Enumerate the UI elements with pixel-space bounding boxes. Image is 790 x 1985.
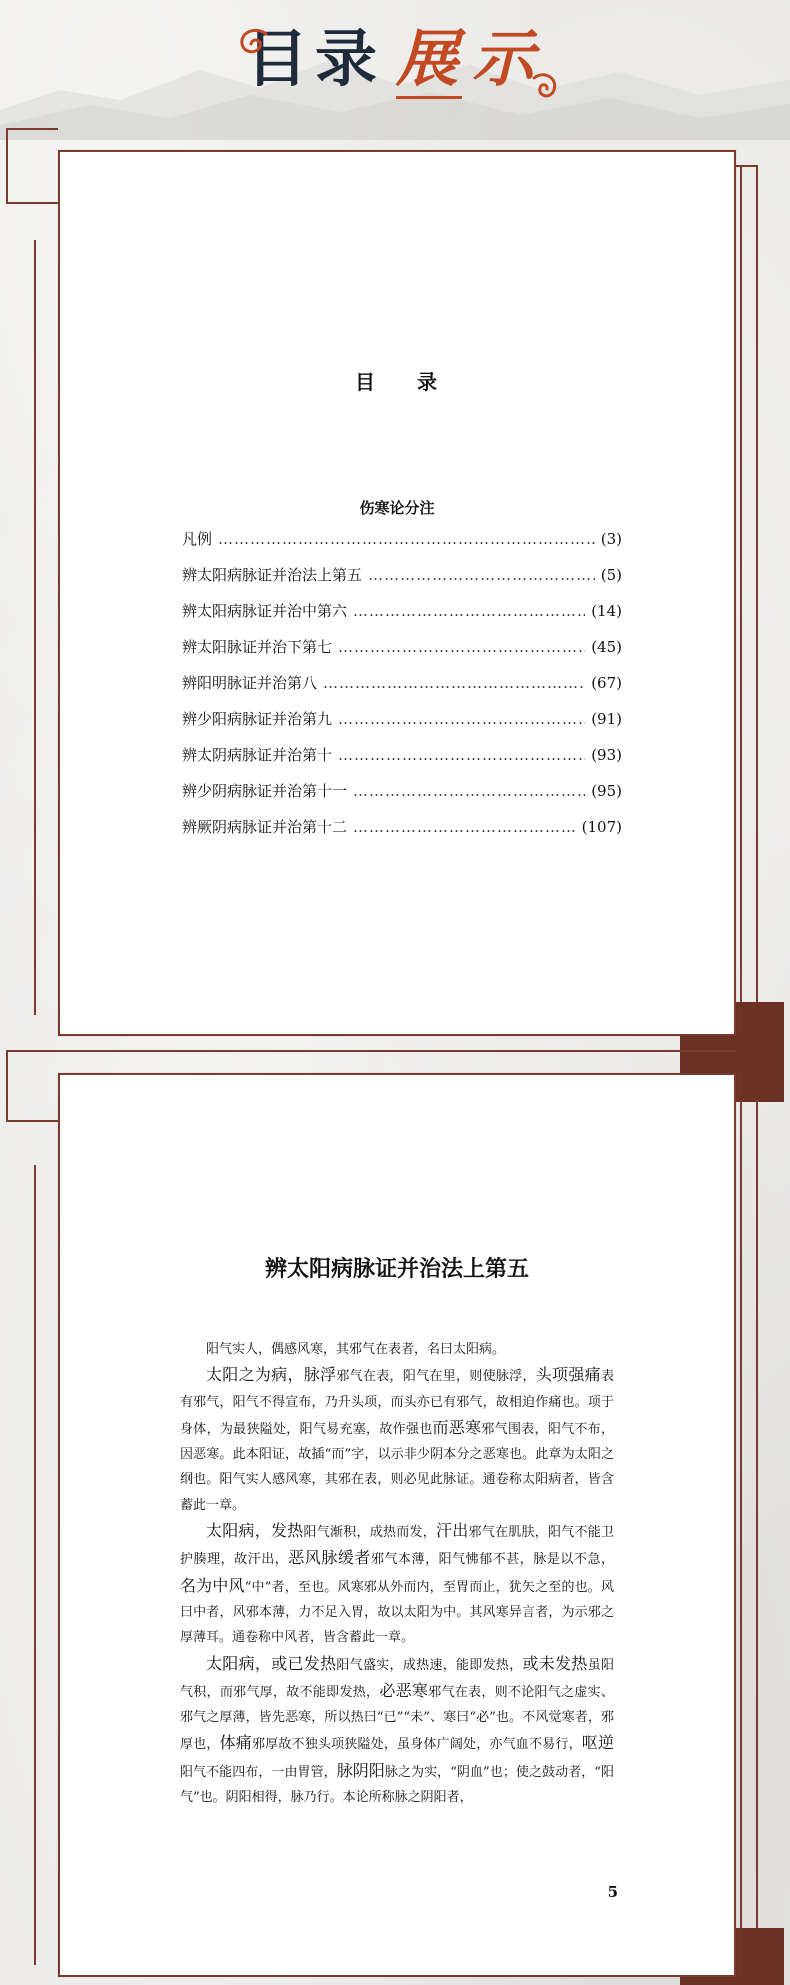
toc-entry [182,600,622,636]
annotation-segment: 邪气在表，则不论阳气之虚实、邪气之厚薄，皆先恶寒，所以热曰“已”“未”、寒曰“必”也。不风觉寒者，邪厚也， [180,1684,614,1753]
frame-line [740,1100,742,1960]
toc-entry-label: 辨少阳病脉证并治第九 [182,710,333,728]
annotation-segment: 邪气本薄，阳气怫郁不甚，脉是以不急， [370,1552,614,1568]
main-text-segment: 而恶寒 [432,1417,482,1437]
frame-line [6,1050,8,1120]
toc-title [60,366,734,395]
frame-line [34,240,36,1015]
main-text-segment: 太阳病， [206,1521,271,1541]
toc-entry-label: 辨少阴病脉证并治第十一 [182,782,348,800]
toc-entry-label: 辨太阳脉证并治下第七 [182,638,333,656]
toc-entry-label: 辨太阳病脉证并治中第六 [182,602,348,620]
frame-line [740,165,742,1005]
chapter-title: 辨太阳病脉证并治法上第五 [264,1256,529,1282]
toc-entry-page: (3) [600,530,622,548]
toc-entry [182,564,622,600]
annotation-segment: 阳气不能四布，一由胃管， [180,1764,337,1780]
frame-line [6,128,58,130]
toc-list [182,528,622,852]
toc-title-char: 录 [417,370,439,394]
frame-line [6,128,8,203]
frame-line [6,202,58,204]
frame-line [6,1050,736,1052]
frame-line [734,165,758,167]
toc-entry-page: (67) [591,674,622,692]
toc-entry-label: 辨厥阴病脉证并治第十二 [182,818,348,836]
toc-leader-dots [338,638,585,656]
chapter-page [58,1073,736,1977]
toc-title-char: 目 [355,370,377,394]
main-text-segment: 名为中风 [180,1575,245,1595]
header-char-1: 目 [246,22,309,95]
toc-entry [182,708,622,744]
toc-leader-dots [323,674,585,692]
toc-page [58,150,736,1036]
header-underline [396,96,462,99]
toc-leader-dots [353,602,585,620]
main-text-segment: 头项强痛 [535,1365,601,1385]
annotation-segment: 邪厚故不独头项狭隘处，虽身体广阔处，亦气血不易行， [251,1737,582,1753]
toc-leader-dots [353,782,585,800]
toc-subtitle: 伤寒论分注 [359,499,435,517]
section-header [0,14,790,104]
intro-paragraph: 阳气实人，偶感风寒，其邪气在表者，名曰太阳病。 [206,1342,506,1357]
annotation-segment: 邪气在表，阳气在里，则使脉浮， [336,1369,536,1385]
annotation-segment: 邪气在肌肤，阳气不能卫护腠理，故汗出， [180,1525,614,1568]
main-text-segment: 脉阴阳 [336,1760,385,1780]
annotation-segment: 阳气盛实，成热速，能即发热， [336,1657,523,1673]
body-paragraph [180,1651,614,1811]
toc-entry [182,672,622,708]
main-text-segment: 或未发热 [522,1653,588,1673]
toc-entry [182,528,622,564]
main-text-segment: 恶风脉缓者 [288,1548,371,1568]
header-char-4: 示 [472,22,535,95]
body-paragraph [180,1518,614,1650]
annotation-segment: 脉之为实，“阴血”也；使之鼓动者，“阳气”也。阴阳相得，脉乃行。本论所称脉之阴阳者， [180,1764,614,1806]
toc-entry-label: 辨太阳病脉证并治法上第五 [182,566,363,584]
toc-leader-dots [338,746,585,764]
page-number: 5 [607,1883,618,1901]
toc-entry-label: 凡例 [182,530,213,548]
body-paragraph [180,1362,614,1518]
header-char-2: 录 [315,22,378,95]
toc-leader-dots [218,530,595,548]
annotation-segment: 表有邪气，阳气不得宣布，乃升头项，而头亦已有邪气，故相迫作痛也。项于身体，为最狭隘处，阳气易充塞，故作强也 [180,1369,614,1437]
main-text-segment: 体痛 [219,1733,252,1753]
swirl-ornament-left [236,26,270,60]
annotation-segment: 虽阳气积，而邪气厚，故不能即发热， [180,1657,614,1700]
toc-entry-label: 辨太阴病脉证并治第十 [182,746,333,764]
toc-entry-page: (14) [591,602,622,620]
annotation-segment: 阳气渐积，成热而发， [303,1525,436,1541]
toc-entry [182,816,622,852]
main-text-segment: 太阳病， [206,1653,272,1673]
main-text-segment: 或已发热 [271,1653,337,1673]
toc-leader-dots [353,818,576,836]
frame-line [34,1165,36,1965]
main-text-segment: 汗出 [435,1521,469,1541]
toc-leader-dots [338,710,585,728]
swirl-ornament-right [530,72,560,102]
main-text-segment: 发热 [271,1521,304,1541]
toc-entry [182,780,622,816]
frame-line [756,1100,758,1960]
annotation-segment: 邪气围表，阳气不布，因恶寒。此本阳证，故插“而”字，以示非少阴本分之恶寒也。此章为太阳之纲也。阳气实人感风寒，其邪在表，则必见此脉证。通卷称太阳病者，皆含蓄此一章。 [180,1421,614,1513]
toc-entry-page: (45) [591,638,622,656]
toc-leader-dots [368,566,595,584]
frame-line [6,1120,58,1122]
toc-entry-page: (95) [591,782,622,800]
toc-entry [182,744,622,780]
main-text-segment: 呕逆 [581,1733,614,1753]
toc-entry-page: (107) [581,818,622,836]
toc-entry-page: (5) [600,566,622,584]
frame-line [756,165,758,1005]
annotation-segment: “中”者，至也。风寒邪从外而内，至胃而止，犹矢之至的也。风曰中者，风邪本薄，力不足入胃，故以太阳为中。其风寒异言者，为示邪之厚薄耳。通卷称中风者，皆含蓄此一章。 [180,1579,614,1646]
header-char-3: 展 [396,22,459,95]
toc-entry-page: (91) [591,710,622,728]
chapter-body [180,1337,614,1810]
main-text-segment: 太阳之为病， [206,1365,304,1385]
toc-entry-page: (93) [591,746,622,764]
main-text-segment: 必恶寒 [379,1680,429,1700]
main-text-segment: 脉浮 [303,1365,337,1385]
toc-entry [182,636,622,672]
toc-entry-label: 辨阳明脉证并治第八 [182,674,318,692]
